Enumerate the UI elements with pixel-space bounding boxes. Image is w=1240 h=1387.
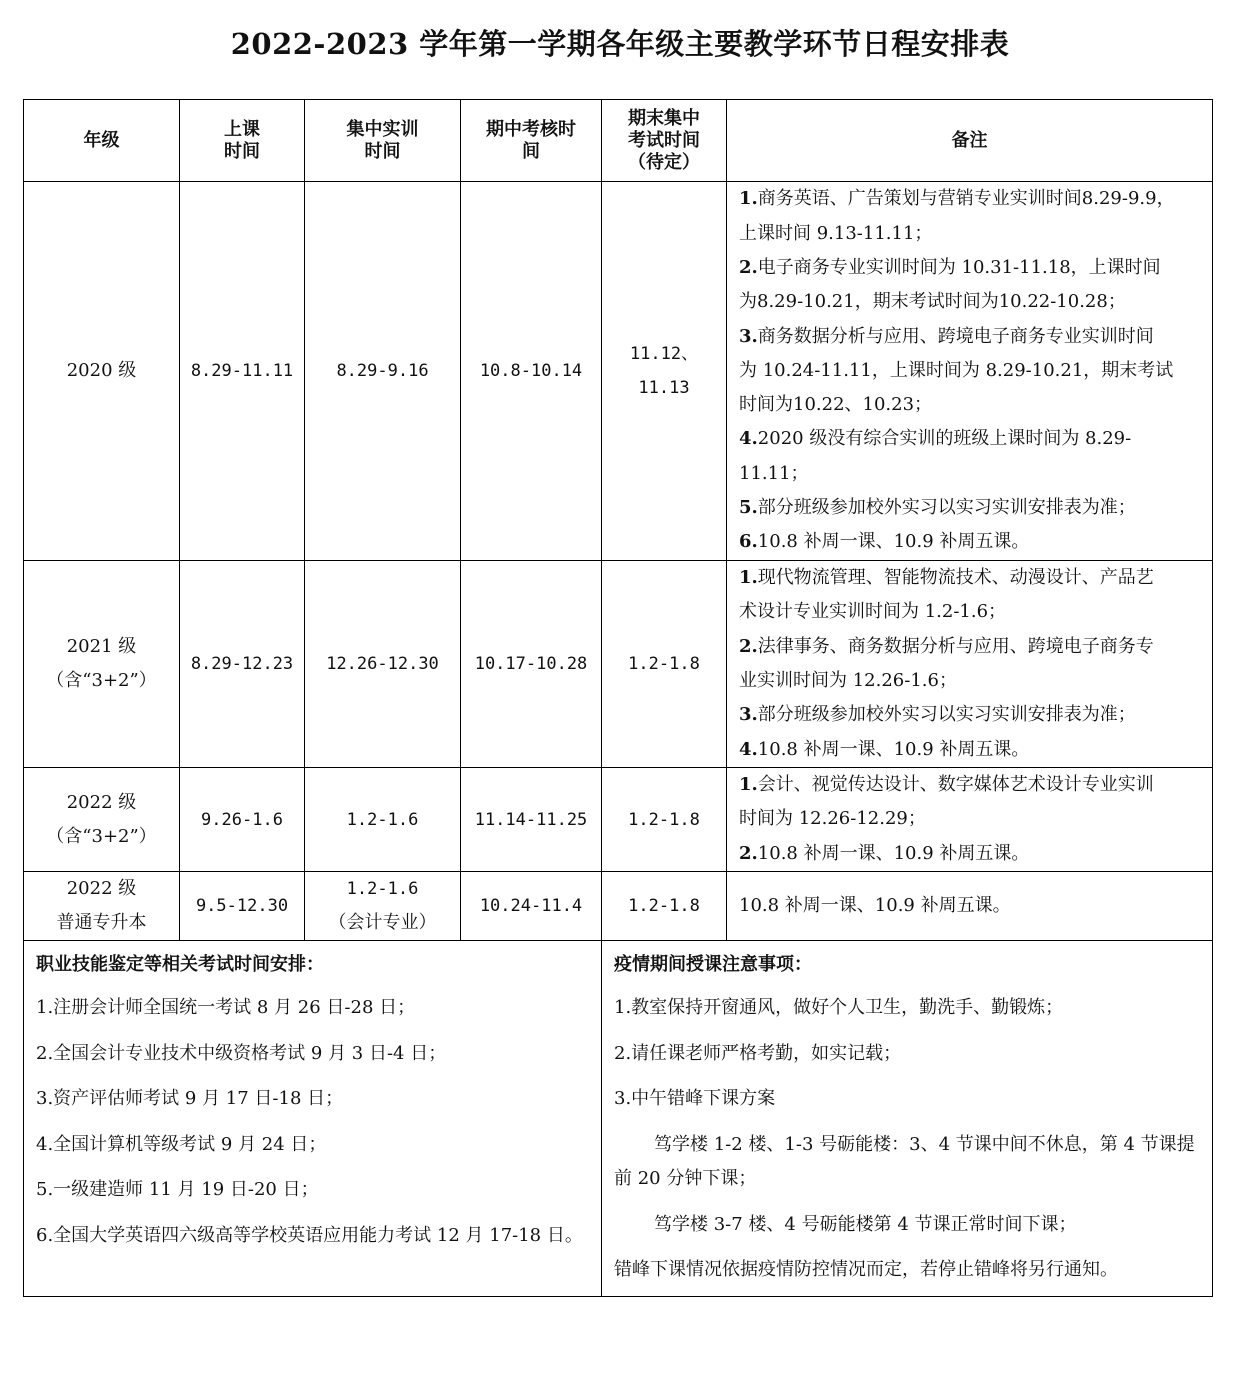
table-row <box>24 182 1213 561</box>
final-cell: 1.2-1.8 <box>602 872 727 941</box>
final-cell: 11.12、 11.13 <box>602 182 727 561</box>
epidemic-item: 1.教室保持开窗通风，做好个人卫生，勤洗手、勤锻炼； <box>614 997 1064 1018</box>
grade-cell: 2022 级 （含“3+2”） <box>24 768 180 872</box>
note-line: 上课时间 9.13-11.11； <box>739 222 933 244</box>
table-row <box>24 872 1213 941</box>
grade-cell: 2022 级 普通专升本 <box>24 872 180 941</box>
epidemic-item: 2.请任课老师严格考勤，如实记载； <box>614 1042 902 1064</box>
epidemic-notice-section <box>602 941 1213 1297</box>
table-row <box>24 561 1213 768</box>
header-row <box>24 100 1213 182</box>
final-cell: 1.2-1.8 <box>602 561 727 768</box>
note-line: 4.10.8 补周一课、10.9 补周五课。 <box>739 738 1030 760</box>
class-time-cell: 8.29-11.11 <box>180 182 305 561</box>
header-midterm: 期中考核时 间 <box>461 100 602 182</box>
grade-cell: 2020 级 <box>24 182 180 561</box>
epidemic-plan: 笃学楼 1-2 楼、1-3 号砺能楼：3、4 节课中间不休息，第 4 节课提前 20 分钟下课； <box>614 1133 1195 1189</box>
note-line: 5.部分班级参加校外实习以实习实训安排表为准； <box>739 497 1136 519</box>
notes-cell <box>727 872 1213 941</box>
exam-item: 3.资产评估师考试 9 月 17 日-18 日； <box>36 1088 344 1109</box>
training-cell: 8.29-9.16 <box>305 182 461 561</box>
epidemic-heading: 疫情期间授课注意事项： <box>614 954 812 975</box>
training-cell: 1.2-1.6 <box>305 768 461 872</box>
note-line: 1.现代物流管理、智能物流技术、动漫设计、产品艺 <box>739 567 1154 589</box>
notes-cell <box>727 768 1213 872</box>
note-line: 4.2020 级没有综合实训的班级上课时间为 8.29- <box>739 428 1132 450</box>
exam-item: 1.注册会计师全国统一考试 8 月 26 日-28 日； <box>36 997 416 1018</box>
note-line: 为 10.24-11.11，上课时间为 8.29-10.21，期末考试 <box>739 359 1174 381</box>
note-line: 6.10.8 补周一课、10.9 补周五课。 <box>739 531 1030 553</box>
midterm-cell: 11.14-11.25 <box>461 768 602 872</box>
final-cell: 1.2-1.8 <box>602 768 727 872</box>
epidemic-item: 3.中午错峰下课方案 <box>614 1088 776 1109</box>
exam-item: 4.全国计算机等级考试 9 月 24 日； <box>36 1133 327 1155</box>
table-row <box>24 768 1213 872</box>
training-cell: 12.26-12.30 <box>305 561 461 768</box>
note-line: 1.会计、视觉传达设计、数字媒体艺术设计专业实训 <box>739 774 1154 796</box>
midterm-cell: 10.24-11.4 <box>461 872 602 941</box>
training-cell: 1.2-1.6 （会计专业） <box>305 872 461 941</box>
note-line: 2.法律事务、商务数据分析与应用、跨境电子商务专 <box>739 635 1154 657</box>
note-line: 10.8 补周一课、10.9 补周五课。 <box>739 894 1011 916</box>
schedule-table <box>23 99 1213 1297</box>
header-notes: 备注 <box>727 100 1213 182</box>
class-time-cell: 8.29-12.23 <box>180 561 305 768</box>
note-line: 为8.29-10.21，期末考试时间为10.22-10.28； <box>739 291 1126 313</box>
class-time-cell: 9.5-12.30 <box>180 872 305 941</box>
note-line: 2.10.8 补周一课、10.9 补周五课。 <box>739 842 1030 864</box>
note-line: 3.商务数据分析与应用、跨境电子商务专业实训时间 <box>739 325 1154 347</box>
exam-item: 2.全国会计专业技术中级资格考试 9 月 3 日-4 日； <box>36 1042 447 1064</box>
exam-item: 5.一级建造师 11 月 19 日-20 日； <box>36 1179 319 1200</box>
note-line: 术设计专业实训时间为 1.2-1.6； <box>739 601 1007 623</box>
bottom-row <box>24 941 1213 1297</box>
midterm-cell: 10.17-10.28 <box>461 561 602 768</box>
grade-cell: 2021 级 （含“3+2”） <box>24 561 180 768</box>
class-time-cell: 9.26-1.6 <box>180 768 305 872</box>
notes-cell <box>727 561 1213 768</box>
page-title: 2022-2023 学年第一学期各年级主要教学环节日程安排表 <box>230 27 1010 61</box>
midterm-cell: 10.8-10.14 <box>461 182 602 561</box>
note-line: 业实训时间为 12.26-1.6； <box>739 670 957 691</box>
header-class-time: 上课 时间 <box>180 100 305 182</box>
header-final: 期末集中 考试时间 （待定） <box>602 100 727 182</box>
note-line: 11.11； <box>739 462 809 484</box>
note-line: 时间为 12.26-12.29； <box>739 808 926 830</box>
note-line: 2.电子商务专业实训时间为 10.31-11.18，上课时间 <box>739 256 1161 278</box>
note-line: 时间为10.22、10.23； <box>739 394 933 416</box>
epidemic-plan: 笃学楼 3-7 楼、4 号砺能楼第 4 节课正常时间下课； <box>654 1213 1077 1235</box>
epidemic-closing: 错峰下课情况依据疫情防控情况而定，若停止错峰将另行通知。 <box>614 1259 1118 1280</box>
exam-item: 6.全国大学英语四六级高等学校英语应用能力考试 12 月 17-18 日。 <box>36 1224 583 1246</box>
note-line: 3.部分班级参加校外实习以实习实训安排表为准； <box>739 704 1136 726</box>
note-line: 1.商务英语、广告策划与营销专业实训时间8.29-9.9， <box>739 188 1175 210</box>
header-training: 集中实训 时间 <box>305 100 461 182</box>
notes-cell <box>727 182 1213 561</box>
exam-heading: 职业技能鉴定等相关考试时间安排： <box>36 954 324 975</box>
exam-schedule-section <box>24 941 602 1297</box>
header-grade: 年级 <box>24 100 180 182</box>
